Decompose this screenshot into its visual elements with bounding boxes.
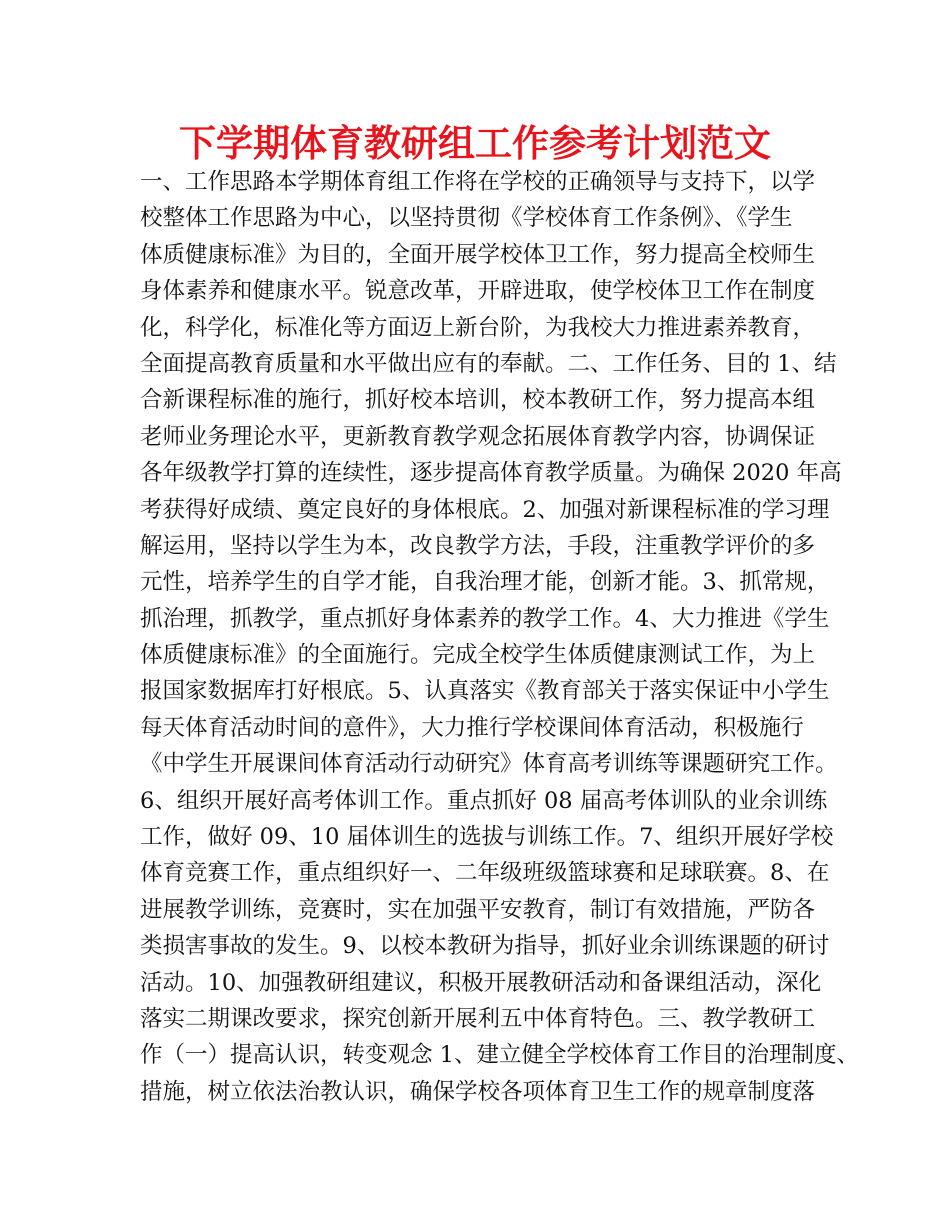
body-line: 6、组织开展好高考体训工作。重点抓好 08 届高考体训队的业余训练	[140, 787, 828, 814]
body-line: 身体素养和健康水平。锐意改革，开辟进取，使学校体卫工作在制度	[140, 278, 816, 305]
body-line: 活动。10、加强教研组建议，积极开展教研活动和备课组活动，深化	[140, 969, 822, 996]
body-line: 合新课程标准的施行，抓好校本培训，校本教研工作，努力提高本组	[140, 387, 816, 414]
body-line: 类损害事故的发生。9、以校本教研为指导，抓好业余训练课题的研讨	[140, 933, 830, 960]
body-line: 进展教学训练，竞赛时，实在加强平安教育，制订有效措施，严防各	[140, 896, 816, 923]
body-line: 措施，树立依法治教认识，确保学校各项体育卫生工作的规章制度落	[140, 1078, 816, 1105]
body-line: 化，科学化，标准化等方面迈上新台阶，为我校大力推进素养教育，	[140, 314, 816, 341]
body-line: 各年级教学打算的连续性，逐步提高体育教学质量。为确保 2020 年高	[140, 460, 842, 487]
body-line: 体质健康标准》的全面施行。完成全校学生体质健康测试工作，为上	[140, 642, 816, 669]
body-line: 《中学生开展课间体育活动行动研究》体育高考训练等课题研究工作。	[140, 751, 838, 778]
body-line: 老师业务理论水平，更新教育教学观念拓展体育教学内容，协调保证	[140, 423, 816, 450]
body-line: 解运用，坚持以学生为本，改良教学方法，手段，注重教学评价的多	[140, 532, 816, 559]
body-line: 报国家数据库打好根底。5、认真落实《教育部关于落实保证中小学生	[140, 678, 830, 705]
document-title: 下学期体育教研组工作参考计划范文	[179, 122, 771, 165]
body-line: 考获得好成绩、奠定良好的身体根底。2、加强对新课程标准的学习理	[140, 496, 830, 523]
body-line: 工作，做好 09、10 届体训生的选拔与训练工作。7、组织开展好学校	[140, 824, 834, 851]
body-line: 一、工作思路本学期体育组工作将在学校的正确领导与支持下，以学	[140, 169, 816, 195]
body-line: 每天体育活动时间的意件》，大力推行学校课间体育活动，积极施行	[140, 714, 804, 741]
body-line: 落实二期课改要求，探究创新开展利五中体育特色。三、教学教研工	[140, 1005, 816, 1032]
document-body	[140, 164, 859, 1110]
body-line: 体育竞赛工作，重点组织好一、二年级班级篮球赛和足球联赛。8、在	[140, 860, 830, 887]
body-line: 校整体工作思路为中心，以坚持贯彻《学校体育工作条例》、《学生	[140, 205, 793, 232]
body-line: 抓治理，抓教学，重点抓好身体素养的教学工作。4、大力推进《学生	[140, 605, 830, 632]
body-line: 元性，培养学生的自学才能，自我治理才能，创新才能。3、抓常规，	[140, 569, 830, 596]
body-line: 作（一）提高认识，转变观念 1、建立健全学校体育工作目的治理制度、	[140, 1042, 859, 1069]
body-line: 全面提高教育质量和水平做出应有的奉献。二、工作任务、目的 1、结	[140, 350, 837, 377]
body-line: 体质健康标准》为目的，全面开展学校体卫工作，努力提高全校师生	[140, 241, 816, 268]
